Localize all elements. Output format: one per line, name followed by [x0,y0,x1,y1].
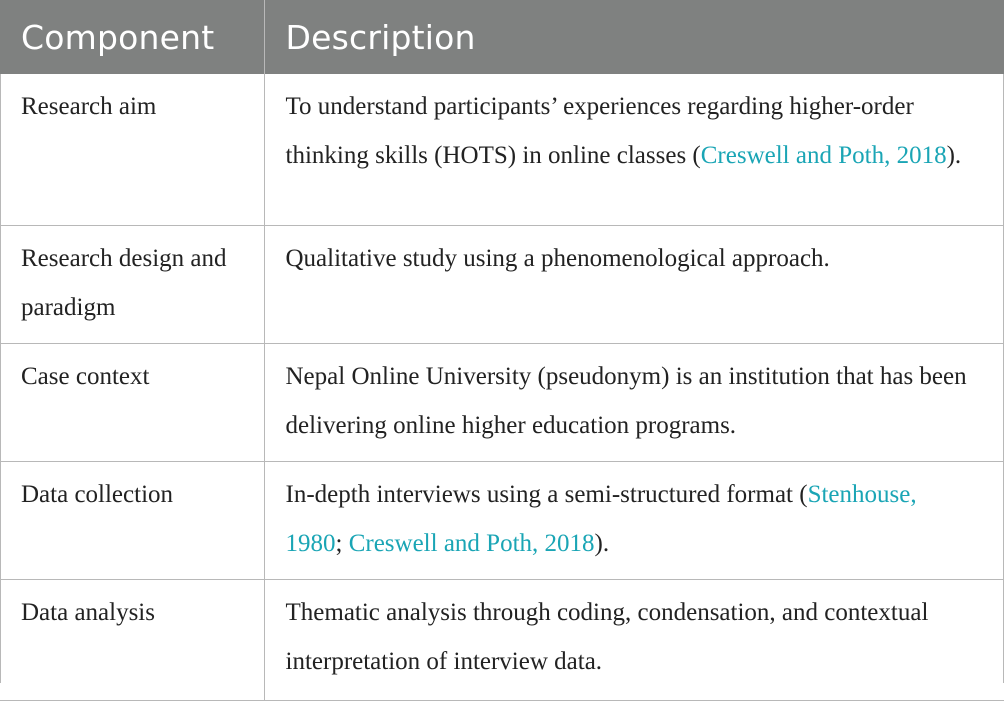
row-component-data-collection: Data collection [0,461,264,579]
row-description-research-aim [264,74,1004,225]
header-description: Description [264,0,1004,74]
table-row [0,461,1004,579]
description-tail: ). [946,142,962,169]
header-row [0,0,1004,74]
row-component-research-aim: Research aim [0,74,264,225]
citation-link[interactable]: Stenhouse, 1980 [285,480,917,557]
row-component-research-design: Research design and paradigm [0,225,264,343]
description-tail: ). [594,529,610,557]
table-row [0,74,1004,225]
row-description-data-collection [264,461,1004,579]
row-component-case-context: Case context [0,343,264,461]
citation-link[interactable]: Creswell and Poth, 2018 [348,529,595,557]
row-component-data-analysis: Data analysis [0,579,264,700]
table-row [0,579,1004,700]
citation-link[interactable]: Creswell and Poth, 2018 [700,142,947,169]
row-description-case-context: Nepal Online University (pseudonym) is an institution that has been delivering online higher education programs. [264,343,1004,461]
header-component: Component [0,0,264,74]
table-body [0,74,1004,700]
table-row [0,343,1004,461]
citation-separator: ; [335,529,349,557]
row-description-research-design: Qualitative study using a phenomenological approach. [264,225,1004,343]
table-header [0,0,1004,74]
description-text: In-depth interviews using a semi-structured format ( [285,480,808,508]
description-text: To understand participants’ experiences regarding higher-order thinking skills (HOTS) in online classes ( [285,93,914,169]
table-row [0,225,1004,343]
row-description-data-analysis: Thematic analysis through coding, condensation, and contextual interpretation of interview data. [264,579,1004,700]
